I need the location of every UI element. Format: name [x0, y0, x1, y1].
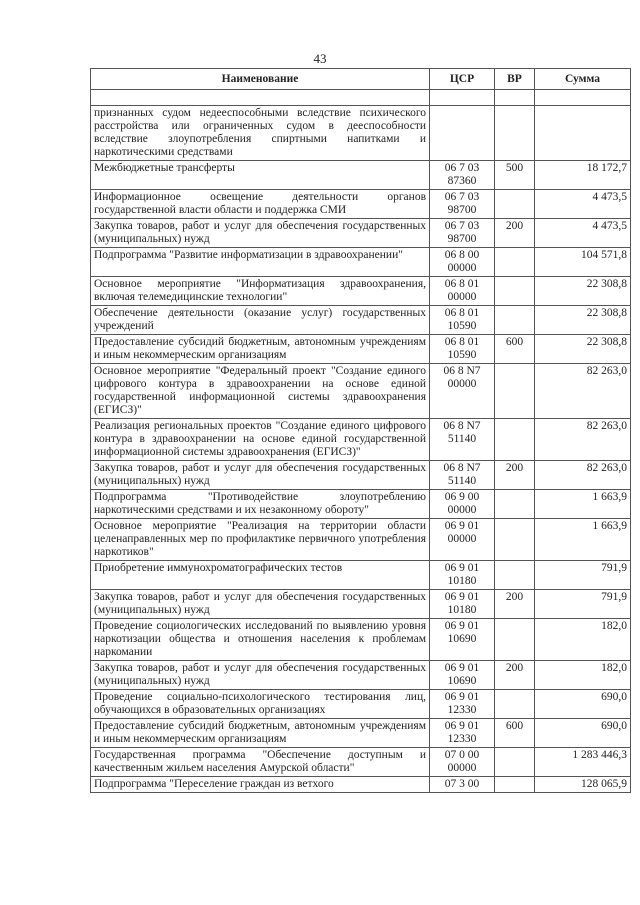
row-name-cell: Основное мероприятие "Информатизация здравоохранения, включая телемедицинские технологии" — [91, 277, 430, 306]
row-sum-cell: 4 473,5 — [535, 190, 631, 219]
row-sum-cell: 82 263,0 — [535, 461, 631, 490]
row-sum-cell: 22 308,8 — [535, 277, 631, 306]
row-name-cell: признанных судом недееспособными вследствие психического расстройства или ограниченных судом в дееспособности вследствие злоупотребления спиртными напитками и наркотическими средствами — [91, 106, 430, 161]
table-row — [91, 590, 631, 619]
row-vr-cell: 200 — [495, 661, 535, 690]
header-sum: Сумма — [535, 69, 631, 90]
blank-cell — [430, 90, 495, 106]
row-csr-cell: 06 8 01 10590 — [430, 335, 495, 364]
row-vr-cell — [495, 490, 535, 519]
row-name-cell: Государственная программа "Обеспечение доступным и качественным жильем населения Амурской области" — [91, 748, 430, 777]
row-sum-cell: 1 283 446,3 — [535, 748, 631, 777]
row-sum-cell: 1 663,9 — [535, 519, 631, 561]
table-row — [91, 619, 631, 661]
row-vr-cell: 200 — [495, 590, 535, 619]
row-name-cell: Проведение социологических исследований по выявлению уровня наркотизации общества и отношения населения к проблемам наркомании — [91, 619, 430, 661]
row-csr-cell: 06 9 01 00000 — [430, 519, 495, 561]
row-csr-cell: 06 9 01 12330 — [430, 690, 495, 719]
row-csr-cell: 06 8 N7 00000 — [430, 364, 495, 419]
table-row — [91, 277, 631, 306]
row-csr-cell: 06 9 01 10180 — [430, 590, 495, 619]
row-vr-cell: 500 — [495, 161, 535, 190]
row-csr-cell — [430, 106, 495, 161]
blank-cell — [91, 90, 430, 106]
row-vr-cell — [495, 748, 535, 777]
row-csr-cell: 07 3 00 — [430, 777, 495, 793]
row-sum-cell: 182,0 — [535, 661, 631, 690]
row-name-cell: Предоставление субсидий бюджетным, автономным учреждениям и иным некоммерческим организациям — [91, 719, 430, 748]
row-vr-cell — [495, 561, 535, 590]
row-name-cell: Основное мероприятие "Федеральный проект "Создание единого цифрового контура в здравоохранении на основе единой государственной информационной системы здравоохранения (ЕГИСЗ)" — [91, 364, 430, 419]
table-row — [91, 719, 631, 748]
blank-row — [91, 90, 631, 106]
row-vr-cell — [495, 619, 535, 661]
table-row — [91, 161, 631, 190]
row-name-cell: Обеспечение деятельности (оказание услуг) государственных учреждений — [91, 306, 430, 335]
row-csr-cell: 06 9 00 00000 — [430, 490, 495, 519]
row-vr-cell — [495, 248, 535, 277]
page-number: 43 — [313, 51, 327, 66]
row-sum-cell: 82 263,0 — [535, 419, 631, 461]
table-row — [91, 219, 631, 248]
row-sum-cell: 182,0 — [535, 619, 631, 661]
row-name-cell: Основное мероприятие "Реализация на территории области целенаправленных мер по профилактике первичного употребления наркотиков" — [91, 519, 430, 561]
row-vr-cell: 200 — [495, 461, 535, 490]
row-sum-cell: 4 473,5 — [535, 219, 631, 248]
row-vr-cell — [495, 364, 535, 419]
row-name-cell: Реализация региональных проектов "Создание единого цифрового контура в здравоохранении на основе единой государственной информационной системы здравоохранения (ЕГИСЗ)" — [91, 419, 430, 461]
row-sum-cell: 1 663,9 — [535, 490, 631, 519]
row-csr-cell: 06 7 03 98700 — [430, 190, 495, 219]
row-vr-cell — [495, 690, 535, 719]
row-csr-cell: 06 9 01 10690 — [430, 619, 495, 661]
row-name-cell: Проведение социально-психологического тестирования лиц, обучающихся в образовательных организациях — [91, 690, 430, 719]
row-csr-cell: 06 9 01 10690 — [430, 661, 495, 690]
row-sum-cell: 690,0 — [535, 690, 631, 719]
table-row — [91, 106, 631, 161]
table-row — [91, 561, 631, 590]
row-vr-cell: 200 — [495, 219, 535, 248]
blank-cell — [495, 90, 535, 106]
row-sum-cell: 18 172,7 — [535, 161, 631, 190]
table-row — [91, 490, 631, 519]
row-name-cell: Закупка товаров, работ и услуг для обеспечения государственных (муниципальных) нужд — [91, 661, 430, 690]
row-sum-cell: 128 065,9 — [535, 777, 631, 793]
header-csr: ЦСР — [430, 69, 495, 90]
row-vr-cell — [495, 777, 535, 793]
blank-cell — [535, 90, 631, 106]
header-vr: ВР — [495, 69, 535, 90]
row-csr-cell: 06 8 00 00000 — [430, 248, 495, 277]
row-name-cell: Подпрограмма "Развитие информатизации в здравоохранении" — [91, 248, 430, 277]
table-row — [91, 748, 631, 777]
row-name-cell: Межбюджетные трансферты — [91, 161, 430, 190]
row-csr-cell: 06 8 01 00000 — [430, 277, 495, 306]
row-vr-cell — [495, 106, 535, 161]
table-row — [91, 690, 631, 719]
budget-table — [90, 68, 631, 793]
row-sum-cell: 791,9 — [535, 590, 631, 619]
row-sum-cell: 22 308,8 — [535, 306, 631, 335]
table-row — [91, 306, 631, 335]
row-csr-cell: 06 8 01 10590 — [430, 306, 495, 335]
table-header-row — [91, 69, 631, 90]
row-sum-cell: 690,0 — [535, 719, 631, 748]
row-name-cell: Закупка товаров, работ и услуг для обеспечения государственных (муниципальных) нужд — [91, 590, 430, 619]
row-vr-cell — [495, 277, 535, 306]
row-vr-cell: 600 — [495, 719, 535, 748]
row-csr-cell: 06 8 N7 51140 — [430, 461, 495, 490]
row-name-cell: Приобретение иммунохроматографических тестов — [91, 561, 430, 590]
header-name: Наименование — [91, 69, 430, 90]
row-csr-cell: 06 9 01 12330 — [430, 719, 495, 748]
table-row — [91, 248, 631, 277]
row-csr-cell: 07 0 00 00000 — [430, 748, 495, 777]
row-csr-cell: 06 7 03 98700 — [430, 219, 495, 248]
row-name-cell: Предоставление субсидий бюджетным, автономным учреждениям и иным некоммерческим организациям — [91, 335, 430, 364]
table-row — [91, 364, 631, 419]
row-sum-cell: 22 308,8 — [535, 335, 631, 364]
row-csr-cell: 06 8 N7 51140 — [430, 419, 495, 461]
row-name-cell: Закупка товаров, работ и услуг для обеспечения государственных (муниципальных) нужд — [91, 461, 430, 490]
row-sum-cell: 791,9 — [535, 561, 631, 590]
row-vr-cell — [495, 306, 535, 335]
table-row — [91, 777, 631, 793]
row-name-cell: Закупка товаров, работ и услуг для обеспечения государственных (муниципальных) нужд — [91, 219, 430, 248]
row-sum-cell — [535, 106, 631, 161]
row-name-cell: Информационное освещение деятельности органов государственной власти области и поддержка СМИ — [91, 190, 430, 219]
row-vr-cell — [495, 190, 535, 219]
row-sum-cell: 82 263,0 — [535, 364, 631, 419]
row-sum-cell: 104 571,8 — [535, 248, 631, 277]
table-row — [91, 335, 631, 364]
table-row — [91, 661, 631, 690]
row-vr-cell: 600 — [495, 335, 535, 364]
row-vr-cell — [495, 419, 535, 461]
table-row — [91, 190, 631, 219]
table-row — [91, 419, 631, 461]
table-row — [91, 519, 631, 561]
row-csr-cell: 06 9 01 10180 — [430, 561, 495, 590]
table-row — [91, 461, 631, 490]
row-name-cell: Подпрограмма "Противодействие злоупотреблению наркотическими средствами и их незаконному обороту" — [91, 490, 430, 519]
row-name-cell: Подпрограмма "Переселение граждан из ветхого — [91, 777, 430, 793]
row-vr-cell — [495, 519, 535, 561]
row-csr-cell: 06 7 03 87360 — [430, 161, 495, 190]
